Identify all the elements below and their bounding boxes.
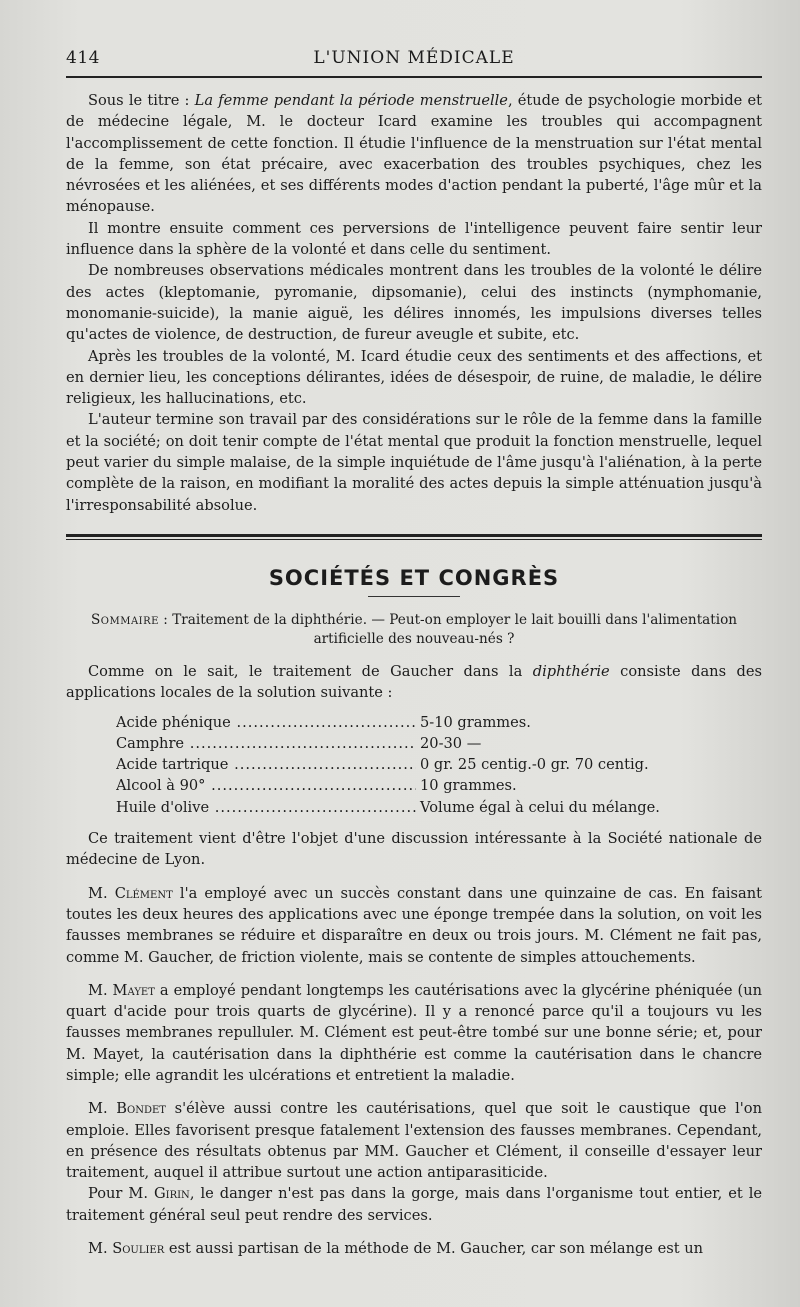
paragraph: M. Bondet s'élève aussi contre les cautérisations, quel que soit le caustique que l'on emploie. Elles favorisent presque fatalement l'extension des fausses membranes. Cependant, en présence des résultats obtenus par MM. Gaucher et Clément, il conseille d'essayer leur traitement, auquel il attribue surtout une action antiparasiticide.: [66, 1100, 762, 1182]
review-section: [66, 90, 762, 516]
paragraph: De nombreuses observations médicales montrent dans les troubles de la volonté le délire des actes (kleptomanie, pyromanie, dipsomanie), celui des instincts (nymphomanie, monomanie-suicide), la manie aiguë, les délires innomés, les impulsions diverses telles qu'actes de violence, de destruction, de fureur aveugle et subite, etc.: [66, 262, 762, 344]
ingredient-name: Huile d'olive .....: [116, 797, 416, 818]
ingredient-qty: 0 gr. 25 centig.-0 gr. 70 centig.: [420, 756, 649, 774]
paragraph: M. Mayet a employé pendant longtemps les cautérisations avec la glycérine phéniquée (un quart d'acide pour trois quarts de glycérine). Il y a renoncé parce qu'il a toujours vu les fausses membranes repulluler. M. Clément est peut-être tombé sur une bonne série; et, pour M. Mayet, la cautérisation dans la diphthérie est comme la cautérisation dans le chancre simple; elle agrandit les ulcérations et entretient la maladie.: [66, 981, 762, 1084]
section-title: SOCIÉTÉS ET CONGRÈS: [268, 565, 560, 590]
paragraph: Il montre ensuite comment ces perversions de l'intelligence peuvent faire sentir leur influence dans la sphère de la volonté et dans celle du sentiment.: [66, 219, 762, 259]
ingredient-qty: 20-30 —: [420, 734, 482, 752]
recipe-row: [116, 797, 762, 818]
speaker-name: M. Bondet: [88, 1100, 166, 1118]
paragraph: M. Soulier est aussi partisan de la méthode de M. Gaucher, car son mélange est un: [88, 1240, 704, 1258]
recipe-row: [116, 712, 762, 733]
recipe-row: [116, 775, 762, 796]
page-number: 414: [66, 48, 100, 68]
paragraph: M. Clément l'a employé avec un succès constant dans une quinzaine de cas. En faisant toutes les deux heures des applications avec une éponge trempée dans la solution, on voit les fausses membranes se réduire et disparaître en deux ou trois jours. M. Clément ne fait pas, comme M. Gaucher, de friction violente, mais se contente de simples attouchements.: [66, 884, 762, 966]
speaker-name: M. Clément: [88, 884, 173, 902]
section-divider: [66, 534, 762, 540]
ingredient-qty: 10 grammes.: [420, 777, 517, 795]
summary: Sommaire : Traitement de la diphthérie. — Peut-on employer le lait bouilli dans l'alimentation artificielle des nouveau-nés ?: [90, 611, 738, 647]
ingredient-name: Acide tartrique .....: [116, 754, 416, 775]
ingredient-name: Acide phénique .....: [116, 712, 416, 733]
ingredient-name: Alcool à 90° .....: [116, 775, 416, 796]
paragraph: Sous le titre : La femme pendant la période menstruelle, étude de psychologie morbide et de médecine légale, M. le docteur Icard examine les troubles qui accompagnent l'accomplissement de cette fonction. Il étudie l'influence de la menstruation sur l'état mental de la femme, son état précaire, avec exacerbation des troubles psychiques, chez les névrosées et les aliénées, et ses différents modes d'action pendant la puberté, l'âge mûr et la ménopause.: [66, 92, 762, 216]
recipe-list: [116, 712, 762, 818]
running-header: [66, 42, 762, 72]
speaker-name: M. Mayet: [88, 981, 155, 999]
header-rule: [66, 76, 762, 78]
paragraph: Ce traitement vient d'être l'objet d'une discussion intéressante à la Société nationale de médecine de Lyon.: [66, 830, 762, 869]
speaker-name: M. Girin: [128, 1185, 190, 1203]
paragraph: Après les troubles de la volonté, M. Icard étudie ceux des sentiments et des affections, et en dernier lieu, les conceptions délirantes, idées de désespoir, de ruine, de maladie, le délire religieux, les hallucinations, etc.: [66, 347, 762, 408]
paragraph: Comme on le sait, le traitement de Gaucher dans la diphthérie consiste dans des applications locales de la solution suivante :: [66, 662, 762, 702]
ingredient-qty: 5-10 grammes.: [420, 713, 531, 731]
ingredient-qty: Volume égal à celui du mélange.: [420, 798, 660, 816]
paragraph: L'auteur termine son travail par des considérations sur le rôle de la femme dans la famille et la société; on doit tenir compte de l'état mental que produit la fonction menstruelle, lequel peut varier du simple malaise, de la simple inquiétude de l'âme jusqu'à l'aliénation, à la perte complète de la raison, en modifiant la moralité des actes depuis la simple atténuation jusqu'à l'irresponsabilité absolue.: [66, 411, 762, 514]
book-title: La femme pendant la période menstruelle: [194, 92, 508, 109]
recipe-row: [116, 754, 762, 775]
title-underline: [368, 596, 460, 597]
recipe-row: [116, 733, 762, 754]
speaker-name: M. Soulier: [88, 1240, 165, 1258]
journal-title: L'UNION MÉDICALE: [313, 48, 515, 68]
summary-label: Sommaire: [90, 611, 159, 628]
ingredient-name: Camphre .....: [116, 733, 416, 754]
paragraph: Pour M. Girin, le danger n'est pas dans la gorge, mais dans l'organisme tout entier, et le traitement général seul peut rendre des services.: [66, 1185, 763, 1224]
